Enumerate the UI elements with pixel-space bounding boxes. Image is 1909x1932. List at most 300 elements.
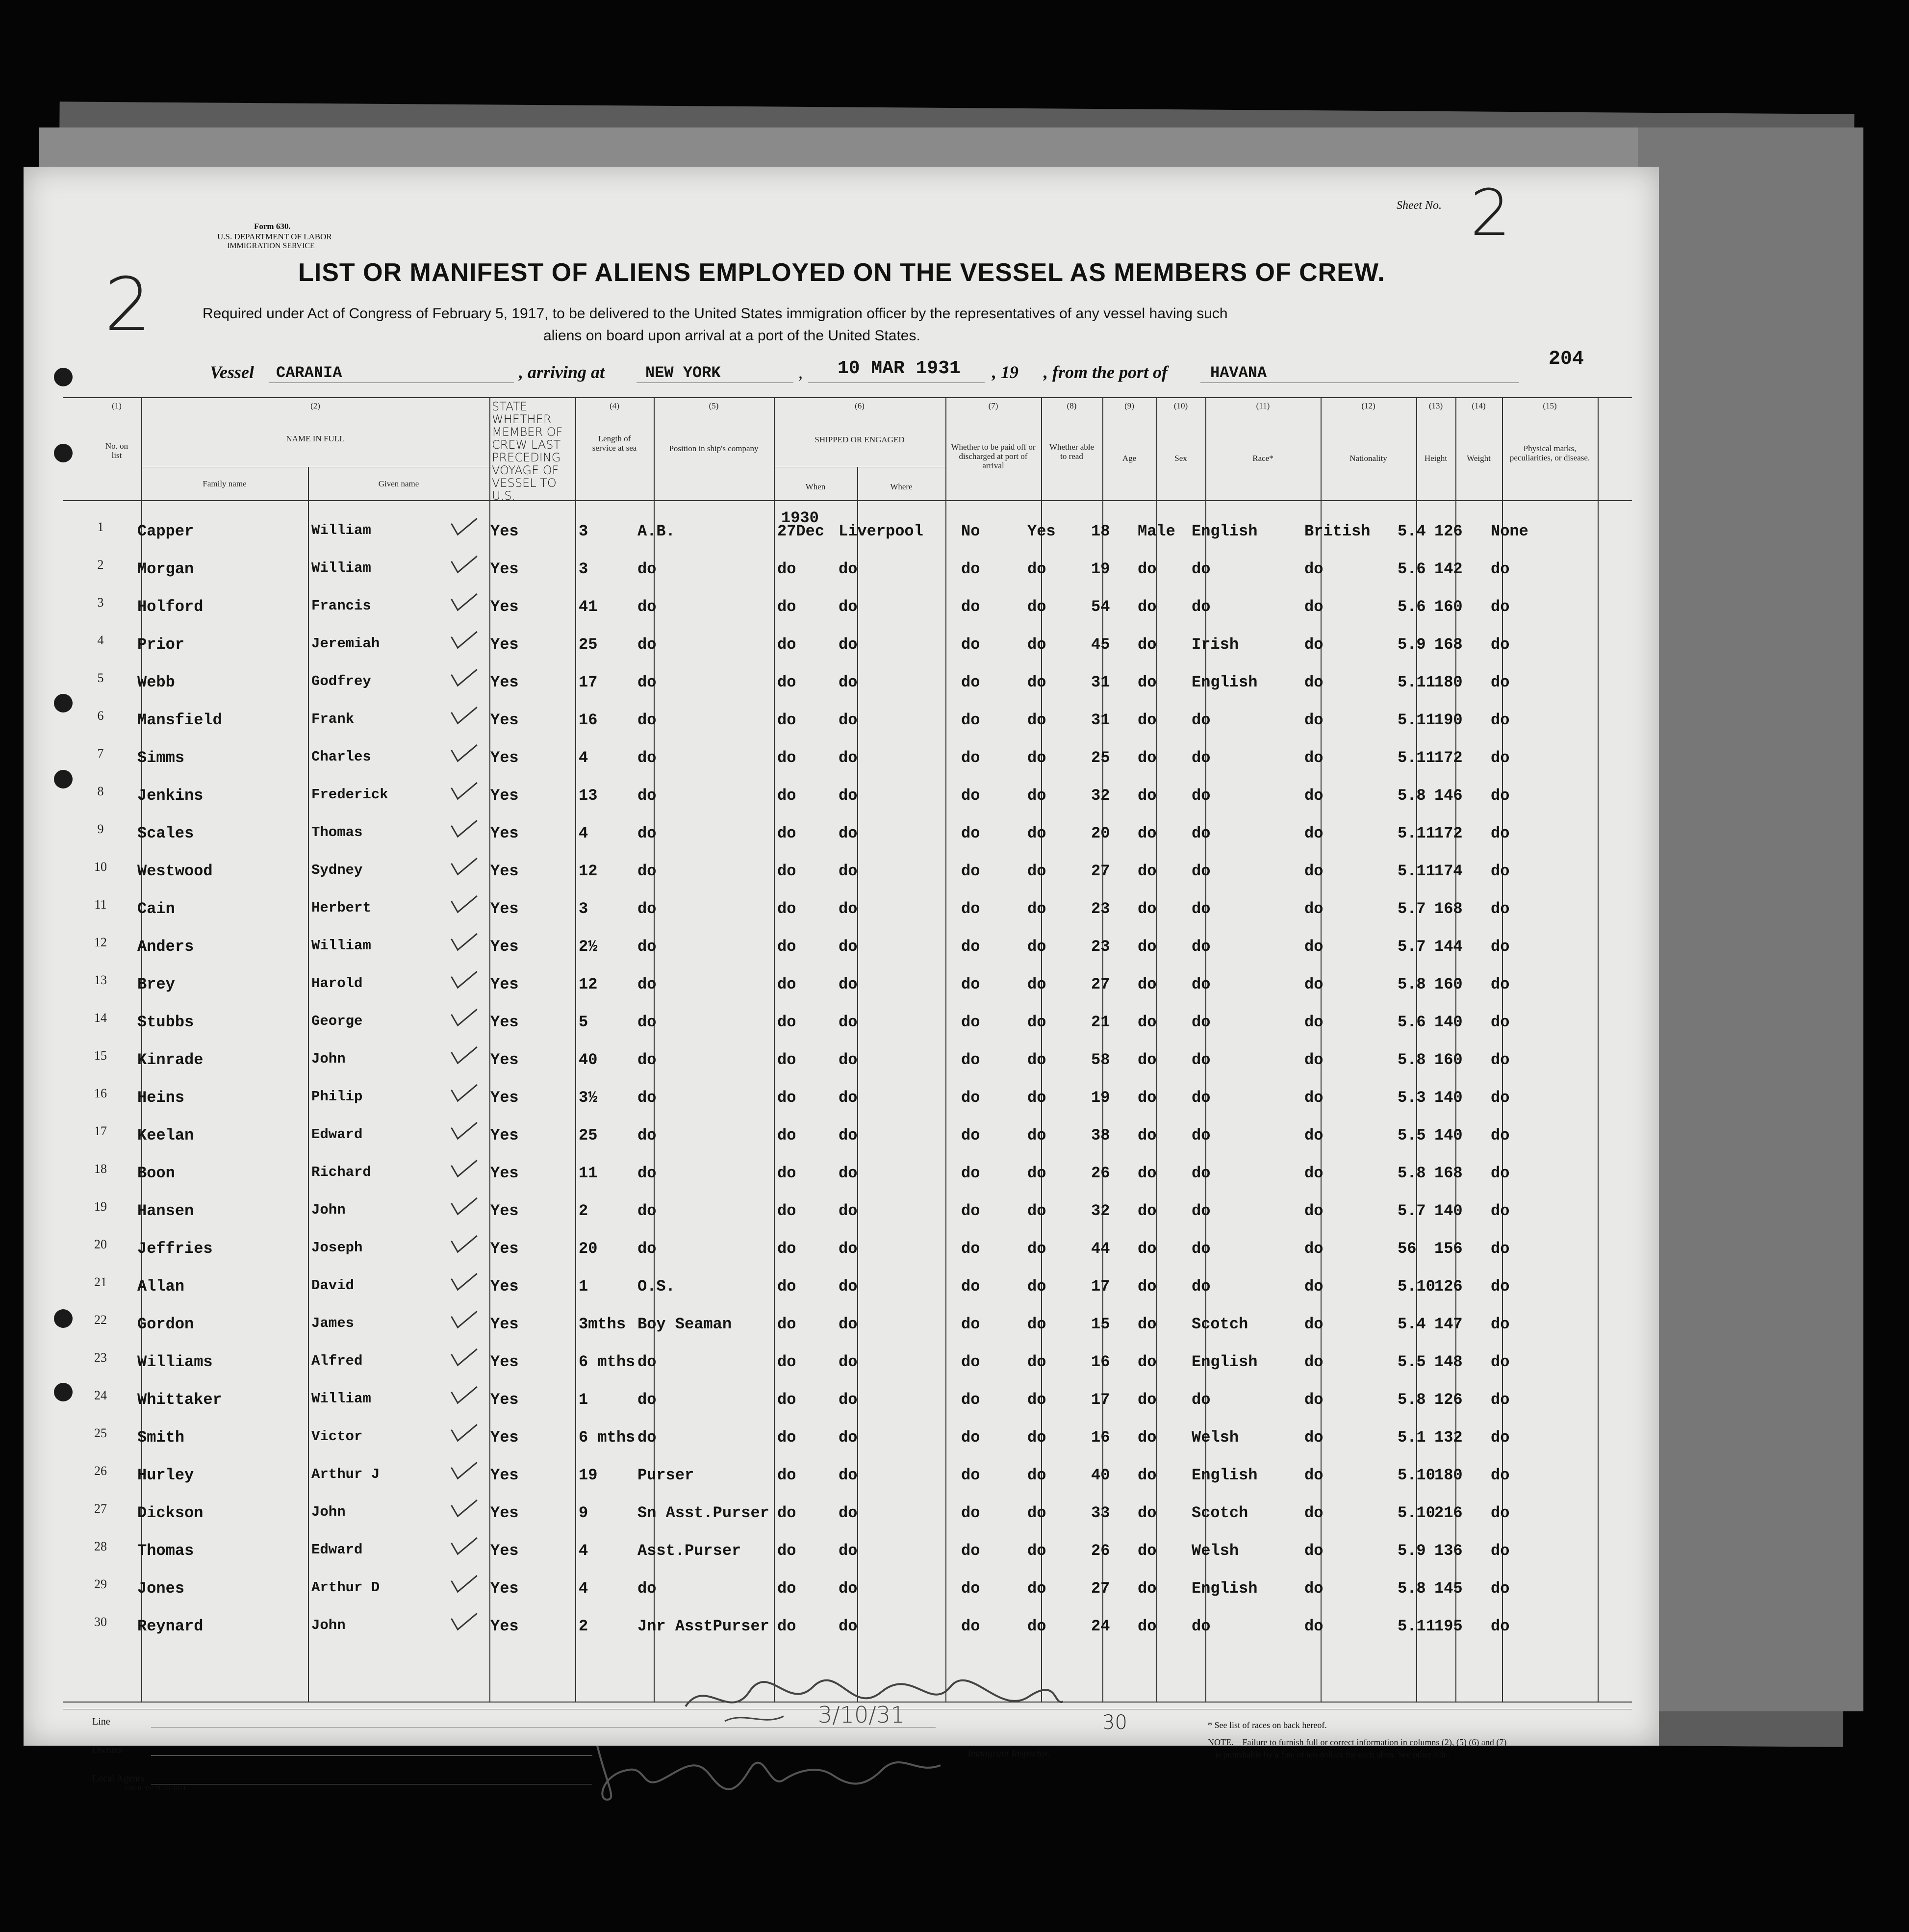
cell-position: do xyxy=(637,1013,657,1031)
col-header-family: Family name xyxy=(203,479,247,488)
inspector-label: Immigrant Inspector. xyxy=(967,1748,1050,1759)
cell-service: 16 xyxy=(579,711,598,729)
cell-when: do xyxy=(777,636,796,654)
cell-prev: Yes xyxy=(490,673,519,691)
cell-weight: 168 xyxy=(1434,636,1463,654)
footer-agents-label: Local Agents xyxy=(92,1773,145,1784)
col-number: (7) xyxy=(988,401,998,410)
cell-height: 5.4 xyxy=(1398,1315,1426,1333)
cell-read: do xyxy=(1027,1277,1046,1296)
cell-height: 5.11 xyxy=(1398,824,1435,842)
cell-nat: do xyxy=(1304,1202,1324,1220)
check-mark xyxy=(451,1565,477,1593)
cell-prev: Yes xyxy=(490,560,519,578)
cell-given: John xyxy=(311,1617,346,1633)
cell-position: do xyxy=(637,1202,657,1220)
cell-age: 27 xyxy=(1091,1579,1110,1598)
cell-given: James xyxy=(311,1315,355,1331)
cell-prev: Yes xyxy=(490,1617,519,1635)
col-number: (13) xyxy=(1428,401,1443,410)
cell-no: 28 xyxy=(94,1539,107,1553)
cell-family: Jones xyxy=(137,1579,185,1598)
check-mark xyxy=(451,1074,477,1102)
cell-race: English xyxy=(1192,1353,1258,1371)
cell-marks: do xyxy=(1491,1051,1510,1069)
cell-sex: do xyxy=(1138,787,1157,805)
cell-marks: do xyxy=(1491,1353,1510,1371)
cell-nat: do xyxy=(1304,1391,1324,1409)
punch-hole xyxy=(54,694,73,712)
cell-height: 5.11 xyxy=(1398,1617,1435,1635)
cell-read: do xyxy=(1027,1202,1046,1220)
cell-paid: do xyxy=(961,1240,980,1258)
cell-prev: Yes xyxy=(490,1391,519,1409)
cell-nat: do xyxy=(1304,711,1324,729)
cell-given: William xyxy=(311,1391,371,1407)
check-mark xyxy=(451,583,477,611)
cell-no: 15 xyxy=(94,1048,107,1063)
cell-position: do xyxy=(637,862,657,880)
cell-nat: do xyxy=(1304,1353,1324,1371)
col-header-nationality: Nationality xyxy=(1349,454,1387,463)
cell-paid: do xyxy=(961,1391,980,1409)
cell-height: 5.11 xyxy=(1398,673,1435,691)
cell-read: do xyxy=(1027,1051,1046,1069)
cell-no: 16 xyxy=(94,1086,107,1100)
cell-family: Anders xyxy=(137,938,194,956)
cell-height: 5.8 xyxy=(1398,1579,1426,1598)
check-mark xyxy=(451,847,477,876)
cell-where: do xyxy=(839,1277,858,1296)
cell-read: do xyxy=(1027,1013,1046,1031)
cell-sex: do xyxy=(1138,1202,1157,1220)
cell-race: English xyxy=(1192,673,1258,691)
col-header-no: No. on list xyxy=(105,441,128,460)
cell-weight: 140 xyxy=(1434,1089,1463,1107)
cell-read: do xyxy=(1027,824,1046,842)
check-mark xyxy=(451,1225,477,1253)
cell-position: Jnr AsstPurser xyxy=(637,1617,769,1635)
cell-marks: do xyxy=(1491,711,1510,729)
cell-where: do xyxy=(839,711,858,729)
cell-no: 29 xyxy=(94,1577,107,1591)
cell-prev: Yes xyxy=(490,1277,519,1296)
cell-race: do xyxy=(1192,1164,1211,1182)
cell-nat: do xyxy=(1304,1277,1324,1296)
cell-nat: do xyxy=(1304,1579,1324,1598)
cell-nat: do xyxy=(1304,1617,1324,1635)
cell-given: Harold xyxy=(311,975,363,991)
cell-nat: do xyxy=(1304,900,1324,918)
cell-nat: do xyxy=(1304,749,1324,767)
cell-prev: Yes xyxy=(490,862,519,880)
cell-weight: 126 xyxy=(1434,1391,1463,1409)
cell-sex: do xyxy=(1138,560,1157,578)
cell-nat: do xyxy=(1304,938,1324,956)
cell-race: do xyxy=(1192,975,1211,993)
cell-age: 54 xyxy=(1091,598,1110,616)
col-number: (8) xyxy=(1067,401,1077,410)
cell-weight: 145 xyxy=(1434,1579,1463,1598)
cell-given: Edward xyxy=(311,1542,363,1558)
cell-where: do xyxy=(839,749,858,767)
cell-nat: do xyxy=(1304,1466,1324,1484)
cell-sex: do xyxy=(1138,1353,1157,1371)
cell-where: do xyxy=(839,1353,858,1371)
cell-no: 24 xyxy=(94,1388,107,1402)
cell-given: Alfred xyxy=(311,1353,363,1369)
cell-family: Allan xyxy=(137,1277,185,1296)
cell-position: do xyxy=(637,560,657,578)
cell-sex: do xyxy=(1138,1542,1157,1560)
cell-paid: do xyxy=(961,1579,980,1598)
cell-family: Prior xyxy=(137,636,185,654)
cell-when: do xyxy=(777,1542,796,1560)
cell-position: do xyxy=(637,900,657,918)
cell-age: 19 xyxy=(1091,560,1110,578)
col-header-paid-off: Whether to be paid off or discharged at port of arrival xyxy=(951,442,1036,470)
cell-where: do xyxy=(839,1126,858,1144)
cell-weight: 195 xyxy=(1434,1617,1463,1635)
cell-when: do xyxy=(777,900,796,918)
fill-line xyxy=(151,1755,592,1756)
check-mark xyxy=(451,1149,477,1178)
cell-sex: do xyxy=(1138,1277,1157,1296)
inspection-date: 3/10/31 xyxy=(818,1702,905,1728)
cell-paid: do xyxy=(961,1277,980,1296)
cell-marks: do xyxy=(1491,1089,1510,1107)
cell-given: Godfrey xyxy=(311,673,371,689)
cell-race: Welsh xyxy=(1192,1428,1239,1447)
cell-given: William xyxy=(311,560,371,576)
from-port-label: , from the port of xyxy=(1044,362,1168,382)
cell-when: do xyxy=(777,673,796,691)
cell-family: Kinrade xyxy=(137,1051,204,1069)
cell-weight: 172 xyxy=(1434,824,1463,842)
cell-prev: Yes xyxy=(490,1240,519,1258)
cell-where: do xyxy=(839,1013,858,1031)
cell-read: do xyxy=(1027,787,1046,805)
cell-height: 5.8 xyxy=(1398,1051,1426,1069)
cell-height: 5.10 xyxy=(1398,1504,1435,1522)
subtitle-line-1: Required under Act of Congress of February 5, 1917, to be delivered to the United States immigration officer by the representatives of any vessel having such xyxy=(203,305,1228,322)
cell-service: 3 xyxy=(579,522,588,540)
col-header-read: Whether able to read xyxy=(1049,442,1094,461)
fill-line xyxy=(636,382,793,383)
footnote-fine-2: is punishable by a fine of ten dollars for each alien. See other side. xyxy=(1215,1750,1450,1759)
cell-paid: do xyxy=(961,673,980,691)
cell-race: do xyxy=(1192,1013,1211,1031)
cell-given: Jeremiah xyxy=(311,636,380,652)
cell-age: 21 xyxy=(1091,1013,1110,1031)
cell-prev: Yes xyxy=(490,1353,519,1371)
cell-read: do xyxy=(1027,1579,1046,1598)
cell-paid: do xyxy=(961,1089,980,1107)
cell-given: Joseph xyxy=(311,1240,363,1256)
vessel-name: CARANIA xyxy=(276,364,342,382)
col-header-prev-voyage: STATE WHETHER MEMBER OF CREW LAST PRECEDING VOYAGE OF VESSEL TO U.S. xyxy=(492,400,563,503)
cell-position: A.B. xyxy=(637,522,675,540)
cell-when: do xyxy=(777,1579,796,1598)
cell-given: Arthur J xyxy=(311,1466,380,1482)
department: U.S. DEPARTMENT OF LABOR xyxy=(217,232,332,241)
col-divider xyxy=(1598,397,1599,1702)
cell-paid: do xyxy=(961,1542,980,1560)
check-mark xyxy=(451,1451,477,1480)
cell-weight: 126 xyxy=(1434,522,1463,540)
cell-height: 5.7 xyxy=(1398,900,1426,918)
cell-age: 31 xyxy=(1091,673,1110,691)
cell-sex: do xyxy=(1138,598,1157,616)
cell-nat: do xyxy=(1304,1542,1324,1560)
cell-marks: do xyxy=(1491,900,1510,918)
cell-race: do xyxy=(1192,560,1211,578)
punch-hole xyxy=(54,368,73,386)
col-header-where: Where xyxy=(890,482,913,491)
check-mark xyxy=(451,1602,477,1631)
fill-line xyxy=(808,382,985,383)
cell-paid: do xyxy=(961,1504,980,1522)
cell-service: 4 xyxy=(579,1542,588,1560)
check-mark xyxy=(451,1527,477,1555)
subtitle-line-2: aliens on board upon arrival at a port of the United States. xyxy=(543,328,920,344)
cell-race: do xyxy=(1192,1617,1211,1635)
cell-family: Dickson xyxy=(137,1504,204,1522)
cell-age: 27 xyxy=(1091,862,1110,880)
cell-weight: 132 xyxy=(1434,1428,1463,1447)
cell-race: do xyxy=(1192,711,1211,729)
cell-sex: do xyxy=(1138,1504,1157,1522)
cell-service: 1 xyxy=(579,1391,588,1409)
cell-where: do xyxy=(839,1164,858,1182)
cell-nat: do xyxy=(1304,787,1324,805)
cell-given: Charles xyxy=(311,749,371,765)
punch-hole xyxy=(54,444,73,462)
cell-position: do xyxy=(637,1051,657,1069)
cell-family: Boon xyxy=(137,1164,175,1182)
check-mark xyxy=(451,659,477,687)
col-header-age: Age xyxy=(1122,454,1137,463)
cell-marks: do xyxy=(1491,1428,1510,1447)
cell-position: do xyxy=(637,975,657,993)
cell-marks: None xyxy=(1491,522,1528,540)
table-top-border xyxy=(63,397,1632,398)
cell-where: do xyxy=(839,636,858,654)
cell-no: 14 xyxy=(94,1011,107,1025)
cell-service: 12 xyxy=(579,862,598,880)
cell-service: 3mths xyxy=(579,1315,626,1333)
col-header-given: Given name xyxy=(378,479,419,488)
cell-sex: do xyxy=(1138,673,1157,691)
cell-no: 21 xyxy=(94,1275,107,1289)
cell-paid: do xyxy=(961,1164,980,1182)
cell-height: 5.6 xyxy=(1398,1013,1426,1031)
cell-position: do xyxy=(637,824,657,842)
cell-where: do xyxy=(839,1051,858,1069)
cell-race: do xyxy=(1192,1126,1211,1144)
cell-marks: do xyxy=(1491,673,1510,691)
cell-position: do xyxy=(637,673,657,691)
cell-service: 4 xyxy=(579,824,588,842)
punch-hole xyxy=(54,1383,73,1401)
cell-race: do xyxy=(1192,900,1211,918)
cell-sex: do xyxy=(1138,1617,1157,1635)
cell-position: do xyxy=(637,938,657,956)
cell-paid: do xyxy=(961,1126,980,1144)
cell-position: Sn Asst.Purser xyxy=(637,1504,769,1522)
cell-prev: Yes xyxy=(490,1428,519,1447)
cell-race: do xyxy=(1192,824,1211,842)
cell-read: do xyxy=(1027,1428,1046,1447)
cell-age: 26 xyxy=(1091,1164,1110,1182)
cell-service: 19 xyxy=(579,1466,598,1484)
cell-read: do xyxy=(1027,1617,1046,1635)
cell-where: do xyxy=(839,787,858,805)
cell-given: Sydney xyxy=(311,862,363,878)
cell-nat: do xyxy=(1304,1240,1324,1258)
cell-nat: do xyxy=(1304,598,1324,616)
cell-race: English xyxy=(1192,1466,1258,1484)
cell-where: do xyxy=(839,1466,858,1484)
col-number: (1) xyxy=(112,401,122,410)
cell-height: 5.8 xyxy=(1398,975,1426,993)
cell-paid: do xyxy=(961,1428,980,1447)
cell-race: do xyxy=(1192,749,1211,767)
cell-where: do xyxy=(839,975,858,993)
cell-service: 3½ xyxy=(579,1089,598,1107)
cell-race: do xyxy=(1192,598,1211,616)
check-mark xyxy=(451,1376,477,1404)
cell-when: do xyxy=(777,749,796,767)
cell-sex: do xyxy=(1138,1089,1157,1107)
cell-given: Frederick xyxy=(311,787,388,803)
cell-age: 44 xyxy=(1091,1240,1110,1258)
cell-prev: Yes xyxy=(490,711,519,729)
cell-given: Arthur D xyxy=(311,1579,380,1596)
cell-height: 5.11 xyxy=(1398,749,1435,767)
cell-given: John xyxy=(311,1504,346,1520)
cell-age: 17 xyxy=(1091,1277,1110,1296)
cell-when: do xyxy=(777,1504,796,1522)
cell-age: 18 xyxy=(1091,522,1110,540)
cell-age: 32 xyxy=(1091,1202,1110,1220)
cell-given: William xyxy=(311,522,371,538)
cell-weight: 216 xyxy=(1434,1504,1463,1522)
cell-read: do xyxy=(1027,1504,1046,1522)
arrival-date-stamp: 10 MAR 1931 xyxy=(838,358,961,379)
cell-age: 24 xyxy=(1091,1617,1110,1635)
cell-height: 56 xyxy=(1398,1240,1417,1258)
cell-prev: Yes xyxy=(490,522,519,540)
cell-read: do xyxy=(1027,975,1046,993)
cell-age: 26 xyxy=(1091,1542,1110,1560)
cell-when: do xyxy=(777,1089,796,1107)
cell-marks: do xyxy=(1491,1126,1510,1144)
cell-nat: do xyxy=(1304,1504,1324,1522)
check-mark xyxy=(451,734,477,763)
cell-nat: do xyxy=(1304,1089,1324,1107)
cell-sex: do xyxy=(1138,1126,1157,1144)
cell-weight: 140 xyxy=(1434,1202,1463,1220)
cell-sex: do xyxy=(1138,749,1157,767)
cell-given: Edward xyxy=(311,1126,363,1143)
cell-age: 33 xyxy=(1091,1504,1110,1522)
cell-paid: do xyxy=(961,862,980,880)
col-divider xyxy=(945,397,946,1702)
cell-family: Hurley xyxy=(137,1466,194,1484)
from-port: HAVANA xyxy=(1210,364,1267,382)
cell-paid: do xyxy=(961,749,980,767)
cell-when: do xyxy=(777,598,796,616)
cell-where: do xyxy=(839,1428,858,1447)
cell-race: do xyxy=(1192,1051,1211,1069)
footer-line-label: Line xyxy=(92,1716,110,1727)
form-number: Form 630. xyxy=(254,222,291,231)
cell-paid: do xyxy=(961,975,980,993)
cell-paid: do xyxy=(961,1051,980,1069)
cell-sex: do xyxy=(1138,1579,1157,1598)
cell-when: do xyxy=(777,1051,796,1069)
cell-service: 40 xyxy=(579,1051,598,1069)
cell-paid: do xyxy=(961,636,980,654)
cell-weight: 144 xyxy=(1434,938,1463,956)
cell-where: do xyxy=(839,1617,858,1635)
cell-when: do xyxy=(777,560,796,578)
cell-where: do xyxy=(839,1315,858,1333)
cell-read: do xyxy=(1027,1542,1046,1560)
cell-no: 20 xyxy=(94,1237,107,1251)
cell-when: 27Dec xyxy=(777,522,825,540)
cell-height: 5.4 xyxy=(1398,522,1426,540)
punch-hole xyxy=(54,770,73,788)
cell-race: do xyxy=(1192,1391,1211,1409)
cell-given: William xyxy=(311,938,371,954)
cell-paid: do xyxy=(961,938,980,956)
cell-nat: do xyxy=(1304,975,1324,993)
cell-race: Scotch xyxy=(1192,1504,1248,1522)
fill-line xyxy=(1200,382,1519,383)
cell-no: 17 xyxy=(94,1124,107,1138)
cell-position: Purser xyxy=(637,1466,694,1484)
cell-race: do xyxy=(1192,787,1211,805)
cell-position: do xyxy=(637,711,657,729)
cell-when: do xyxy=(777,1164,796,1182)
cell-marks: do xyxy=(1491,1579,1510,1598)
header-bottom-border xyxy=(63,500,1632,501)
cell-when: do xyxy=(777,1013,796,1031)
cell-where: do xyxy=(839,560,858,578)
cell-age: 32 xyxy=(1091,787,1110,805)
cell-position: do xyxy=(637,1353,657,1371)
cell-marks: do xyxy=(1491,1164,1510,1182)
paper-backing-right xyxy=(1638,127,1863,1711)
cell-paid: do xyxy=(961,711,980,729)
cell-read: do xyxy=(1027,1089,1046,1107)
cell-nat: do xyxy=(1304,824,1324,842)
cell-where: do xyxy=(839,1504,858,1522)
cell-when: do xyxy=(777,1277,796,1296)
check-mark xyxy=(451,508,477,536)
cell-position: do xyxy=(637,1089,657,1107)
cell-paid: do xyxy=(961,1315,980,1333)
cell-height: 5.5 xyxy=(1398,1353,1426,1371)
cell-sex: do xyxy=(1138,938,1157,956)
cell-no: 30 xyxy=(94,1615,107,1629)
cell-given: Thomas xyxy=(311,824,363,840)
cell-no: 1 xyxy=(97,520,104,534)
cell-marks: do xyxy=(1491,1202,1510,1220)
cell-family: Jenkins xyxy=(137,787,204,805)
